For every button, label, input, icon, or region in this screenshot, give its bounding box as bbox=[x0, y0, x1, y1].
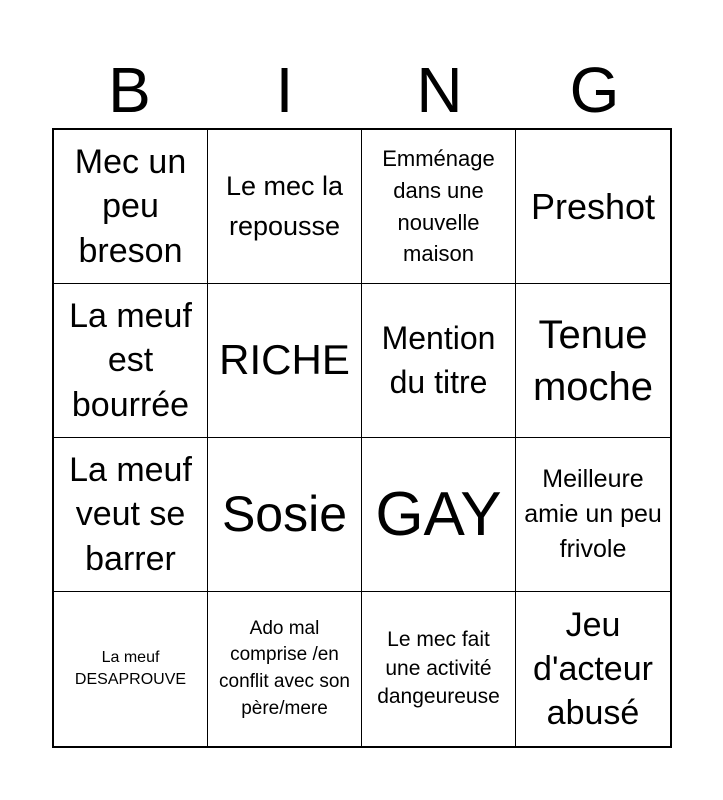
bingo-cell[interactable] bbox=[362, 592, 516, 746]
bingo-cell-text: Le mec la repousse bbox=[225, 171, 344, 241]
bingo-cell[interactable] bbox=[54, 592, 208, 746]
bingo-cell[interactable] bbox=[54, 284, 208, 438]
bingo-cell[interactable] bbox=[516, 284, 670, 438]
bingo-cell[interactable] bbox=[208, 438, 362, 592]
bingo-cell[interactable] bbox=[516, 438, 670, 592]
bingo-cell[interactable] bbox=[516, 130, 670, 284]
bingo-cell[interactable] bbox=[362, 284, 516, 438]
bingo-cell[interactable] bbox=[54, 438, 208, 592]
bingo-cell-text: Le mec fait une activité dangeureuse bbox=[377, 628, 500, 709]
bingo-cell-text: Emménage dans une nouvelle maison bbox=[382, 145, 495, 267]
header-letter-b: B bbox=[108, 54, 151, 126]
header-letter-g: G bbox=[569, 54, 620, 126]
bingo-cell[interactable] bbox=[208, 130, 362, 284]
bingo-cell-text: RICHE bbox=[219, 336, 350, 384]
bingo-cell[interactable] bbox=[362, 130, 516, 284]
bingo-header bbox=[52, 52, 672, 128]
bingo-cell[interactable] bbox=[516, 592, 670, 746]
bingo-cell-text: GAY bbox=[375, 479, 502, 549]
bingo-cell-text: Mec un peu breson bbox=[74, 143, 187, 270]
bingo-cell-text: Ado mal comprise /en conflit avec son père/mere bbox=[219, 617, 350, 719]
header-letter-i: I bbox=[275, 54, 294, 126]
bingo-cell-text: Jeu d'acteur abusé bbox=[533, 605, 653, 733]
bingo-cell[interactable] bbox=[54, 130, 208, 284]
bingo-cell-text: Mention du titre bbox=[381, 320, 496, 400]
bingo-cell-text: Sosie bbox=[221, 485, 348, 542]
bingo-cell-text: La meuf veut se barrer bbox=[69, 451, 192, 578]
bingo-cell-text: Meilleure amie un peu frivole bbox=[524, 465, 662, 563]
bingo-cell[interactable] bbox=[362, 438, 516, 592]
bingo-cell[interactable] bbox=[208, 284, 362, 438]
bingo-board bbox=[52, 128, 672, 748]
bingo-cell-text: Tenue moche bbox=[532, 312, 654, 409]
bingo-cell-text: La meuf est bourrée bbox=[69, 297, 192, 424]
bingo-cell[interactable] bbox=[208, 592, 362, 746]
header-letter-n: N bbox=[416, 54, 463, 126]
bingo-cell-text: Preshot bbox=[530, 185, 656, 227]
bingo-cell-text: La meuf DESAPROUVE bbox=[74, 649, 187, 688]
